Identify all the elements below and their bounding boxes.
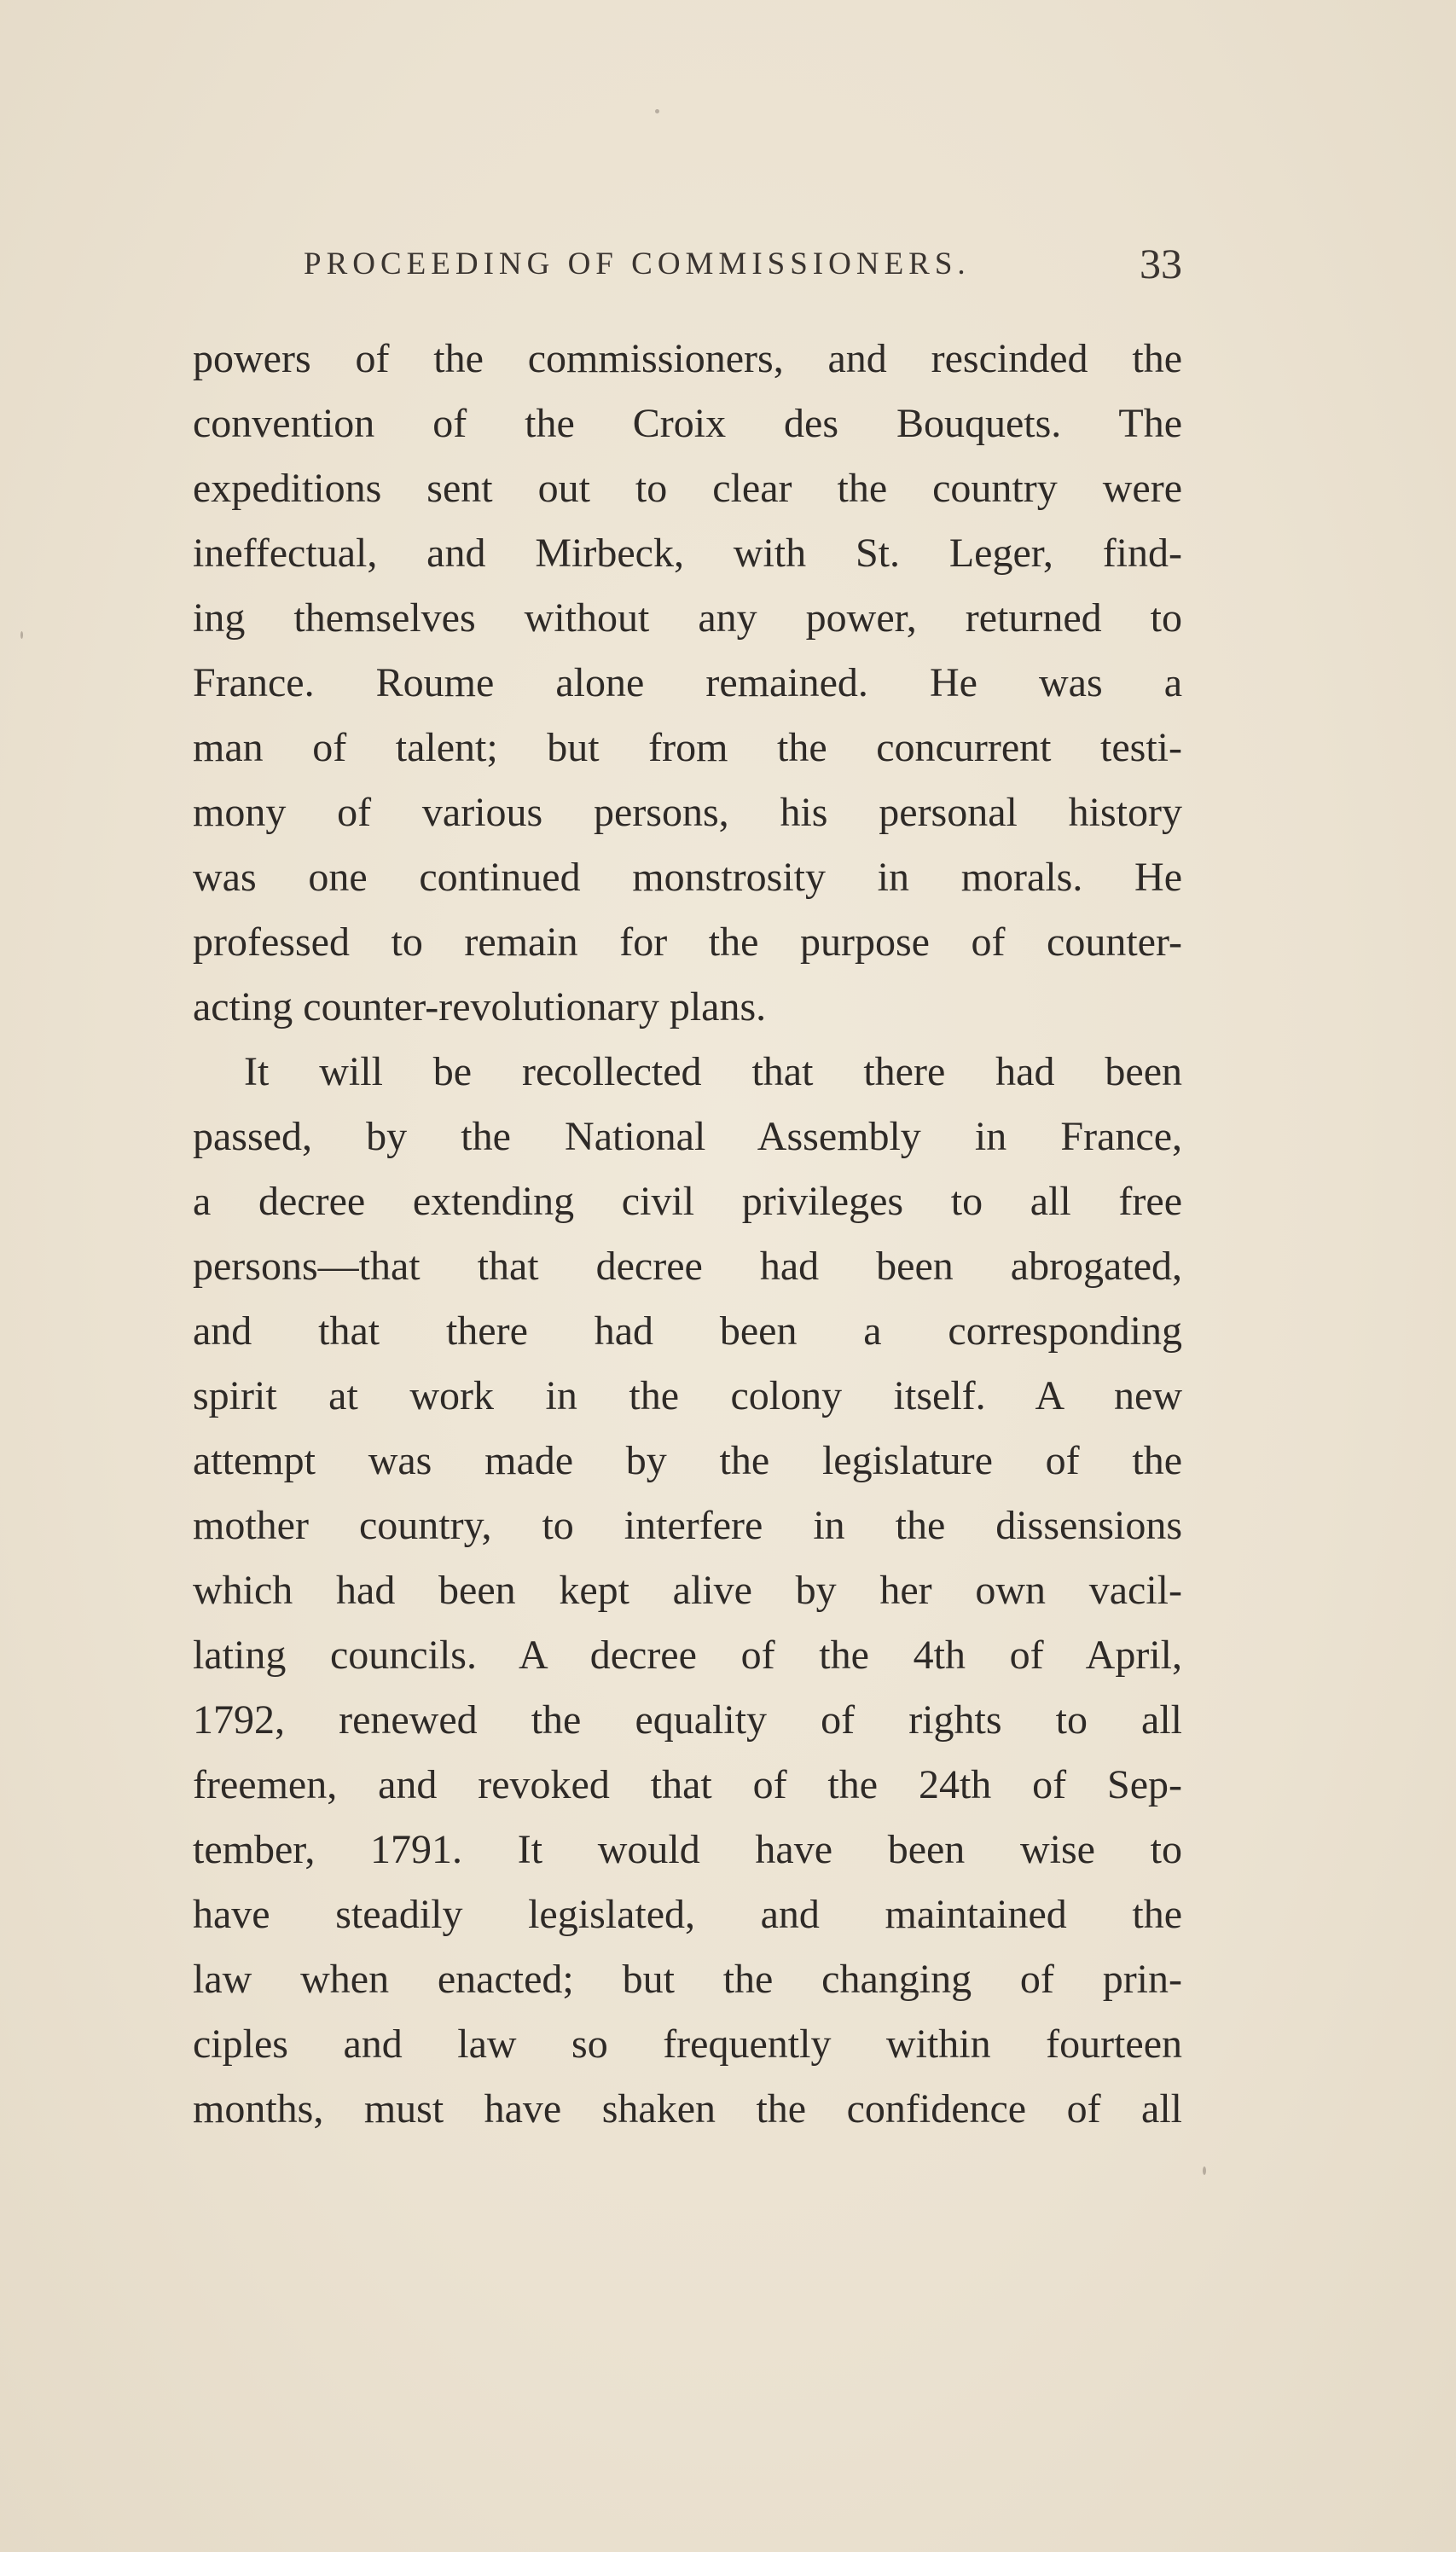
text-line: convention of the Croix des Bouquets. The bbox=[193, 401, 1182, 446]
running-head bbox=[304, 239, 1182, 299]
text-line: ing themselves without any power, returned to bbox=[193, 595, 1182, 641]
text-line: mony of various persons, his personal history bbox=[193, 790, 1182, 835]
paper-speck bbox=[1203, 2166, 1206, 2175]
text-line: France. Roume alone remained. He was a bbox=[193, 660, 1182, 705]
text-line: which had been kept alive by her own vacil- bbox=[193, 1568, 1182, 1613]
text-line: attempt was made by the legislature of the bbox=[193, 1438, 1182, 1483]
text-line: was one continued monstrosity in morals. He bbox=[193, 855, 1182, 900]
text-line: lating councils. A decree of the 4th of April, bbox=[193, 1633, 1182, 1678]
text-line: spirit at work in the colony itself. A new bbox=[193, 1373, 1182, 1418]
text-line: months, must have shaken the confidence of all bbox=[193, 2086, 1182, 2132]
text-line: 1792, renewed the equality of rights to all bbox=[193, 1697, 1182, 1743]
body-text bbox=[193, 327, 1182, 2142]
text-line: powers of the commissioners, and rescinded the bbox=[193, 336, 1182, 381]
text-line: mother country, to interfere in the dissensions bbox=[193, 1503, 1182, 1548]
paper-speck bbox=[655, 109, 659, 113]
running-head-title: PROCEEDING OF COMMISSIONERS. bbox=[304, 246, 971, 281]
text-line: persons—that that decree had been abrogated, bbox=[193, 1244, 1182, 1289]
paragraph-2 bbox=[193, 1040, 1182, 2142]
text-line: a decree extending civil privileges to all free bbox=[193, 1179, 1182, 1224]
paper-speck bbox=[20, 631, 23, 639]
text-line: acting counter-revolutionary plans. bbox=[193, 984, 767, 1030]
text-line: ineffectual, and Mirbeck, with St. Leger, find- bbox=[193, 531, 1182, 576]
text-line: passed, by the National Assembly in France, bbox=[193, 1114, 1182, 1159]
text-line: ciples and law so frequently within fourteen bbox=[193, 2021, 1182, 2067]
text-line: professed to remain for the purpose of counter- bbox=[193, 919, 1182, 965]
text-line: tember, 1791. It would have been wise to bbox=[193, 1827, 1182, 1872]
text-line: It will be recollected that there had been bbox=[244, 1049, 1182, 1094]
text-line: and that there had been a corresponding bbox=[193, 1308, 1182, 1354]
text-line: man of talent; but from the concurrent testi- bbox=[193, 725, 1182, 770]
text-line: expeditions sent out to clear the country were bbox=[193, 466, 1182, 511]
paragraph-1 bbox=[193, 327, 1182, 1040]
text-line: freemen, and revoked that of the 24th of Sep- bbox=[193, 1762, 1182, 1807]
text-line: law when enacted; but the changing of prin- bbox=[193, 1957, 1182, 2002]
text-line: have steadily legislated, and maintained the bbox=[193, 1892, 1182, 1937]
page-number: 33 bbox=[1140, 240, 1182, 287]
